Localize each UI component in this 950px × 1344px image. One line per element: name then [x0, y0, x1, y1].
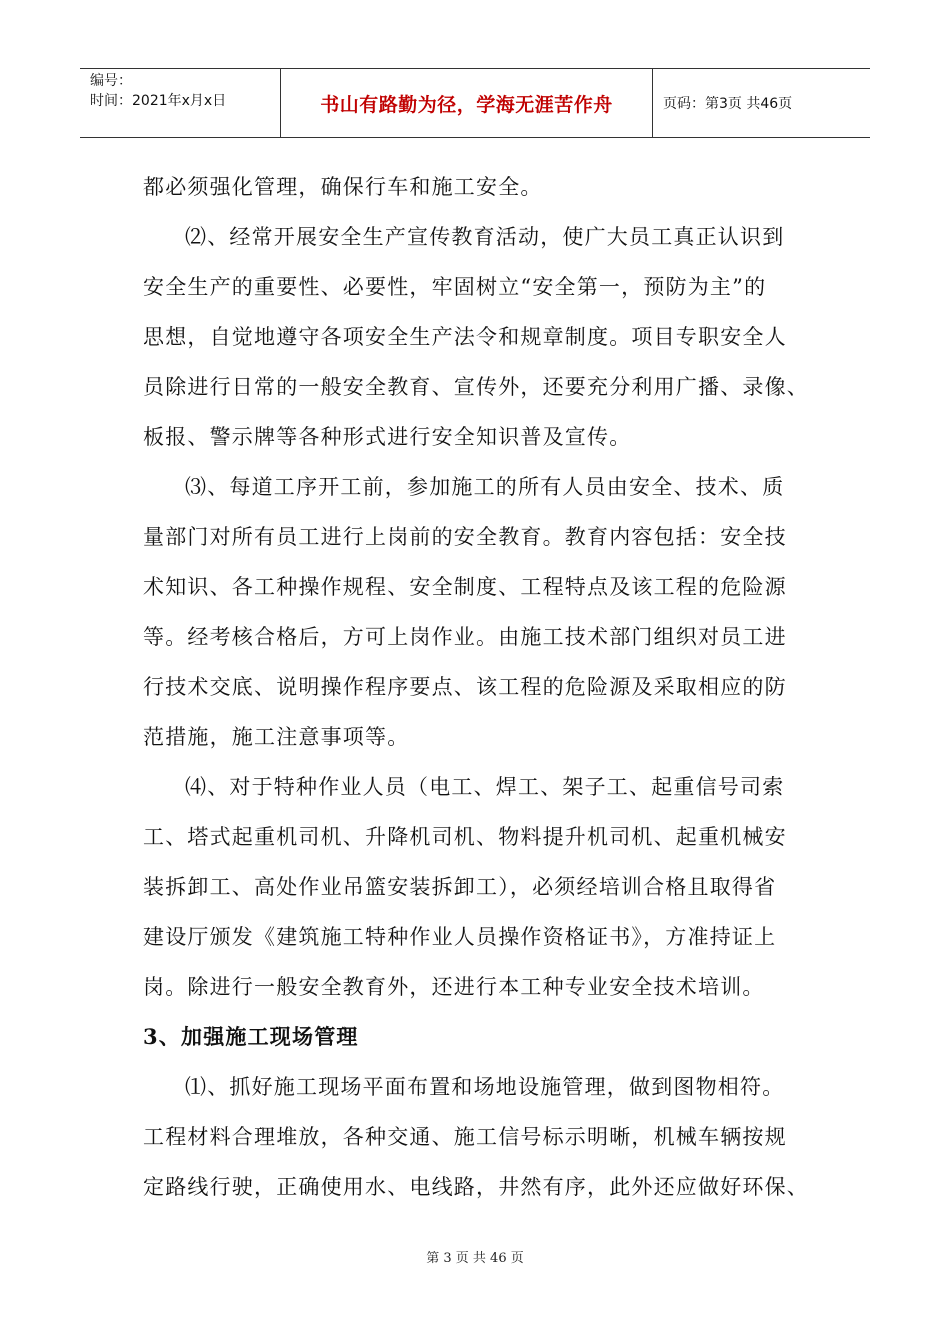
body-text-line: 岗。除进行一般安全教育外，还进行本工种专业安全技术培训。: [143, 975, 765, 999]
number-label: 编号：: [90, 73, 132, 89]
body-text-line: 工、塔式起重机司机、升降机司机、物料提升机司机、起重机械安: [143, 825, 787, 849]
body-text-line: ⑶、每道工序开工前，参加施工的所有人员由安全、技术、质: [185, 475, 785, 499]
header-page-info: 页码：第3页 共46页: [663, 96, 793, 112]
body-text-line: 工程材料合理堆放，各种交通、施工信号标示明晰，机械车辆按规: [143, 1125, 787, 1149]
body-text-line: 思想，自觉地遵守各项安全生产法令和规章制度。项目专职安全人: [143, 325, 787, 349]
page-footer: 第 3 页 共 46 页: [426, 1251, 524, 1266]
body-text-line: 安全生产的重要性、必要性，牢固树立“安全第一，预防为主”的: [143, 275, 767, 299]
date-label: 时间：2021年x月x日: [90, 93, 227, 109]
header-motto-cell: [280, 69, 653, 137]
body-text-line: 术知识、各工种操作规程、安全制度、工程特点及该工程的危险源: [143, 575, 787, 599]
header-meta: [80, 69, 280, 137]
document-body: [143, 162, 833, 1212]
header-motto: 书山有路勤为径，学海无涯苦作舟: [320, 93, 613, 116]
body-text-line: 板报、警示牌等各种形式进行安全知识普及宣传。: [143, 425, 632, 449]
body-text-line: 员除进行日常的一般安全教育、宣传外，还要充分利用广播、录像、: [143, 375, 809, 399]
body-text-line: 量部门对所有员工进行上岗前的安全教育。教育内容包括：安全技: [143, 525, 787, 549]
body-text-line: 都必须强化管理，确保行车和施工安全。: [143, 175, 543, 199]
document-header: [80, 68, 870, 138]
body-text-line: 定路线行驶，正确使用水、电线路，井然有序，此外还应做好环保、: [143, 1175, 809, 1199]
header-page-info-cell: [653, 69, 870, 137]
body-text-line: 装拆卸工、高处作业吊篮安装拆卸工），必须经培训合格且取得省: [143, 875, 777, 899]
body-text-line: 范措施，施工注意事项等。: [143, 725, 410, 749]
body-text-line: ⑵、经常开展安全生产宣传教育活动，使广大员工真正认识到: [185, 225, 785, 249]
body-text-line: ⑷、对于特种作业人员（电工、焊工、架子工、起重信号司索: [185, 775, 785, 799]
body-text-line: 等。经考核合格后，方可上岗作业。由施工技术部门组织对员工进: [143, 625, 787, 649]
body-text-line: 建设厅颁发《建筑施工特种作业人员操作资格证书》，方准持证上: [143, 925, 777, 949]
body-text-line: 行技术交底、说明操作程序要点、该工程的危险源及采取相应的防: [143, 675, 787, 699]
body-text-line: ⑴、抓好施工现场平面布置和场地设施管理，做到图物相符。: [185, 1075, 785, 1099]
section-heading: 3、加强施工现场管理: [143, 1024, 359, 1049]
